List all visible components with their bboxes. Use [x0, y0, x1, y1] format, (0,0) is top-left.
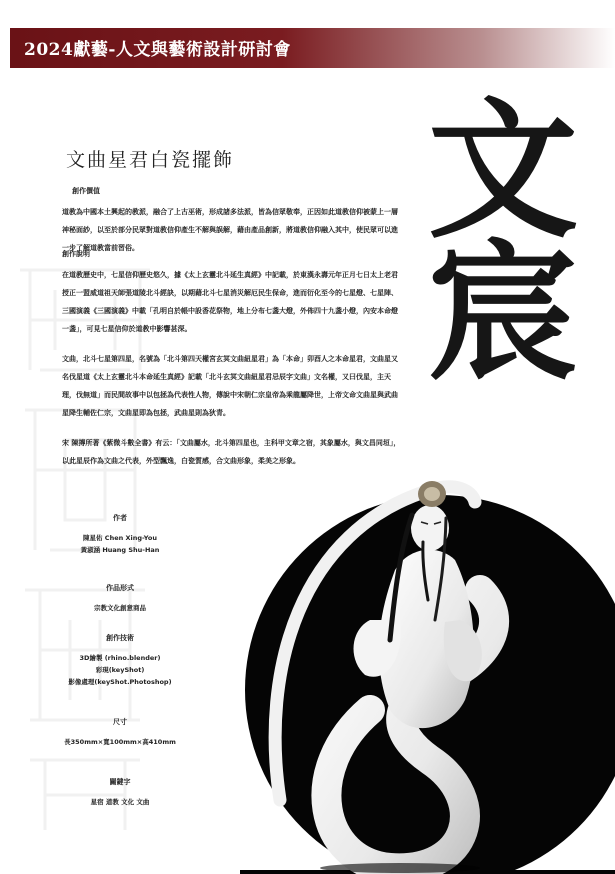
- porcelain-figure-image: [240, 470, 615, 874]
- credit-authors: [60, 512, 180, 556]
- calligraphy-char-2: 宸: [427, 225, 578, 401]
- description-heading: 創作說明: [62, 250, 90, 258]
- credit-value: 3D繪製 (rhino.blender): [79, 654, 161, 662]
- credit-caption: 作者: [113, 514, 127, 522]
- credit-value: 彩現(keyShot): [95, 666, 145, 674]
- credit-value: 宗教文化創意商品: [94, 604, 146, 612]
- credit-value: 星宿 道教 文化 文曲: [90, 798, 150, 806]
- credit-caption: 作品形式: [106, 584, 134, 592]
- credit-keywords: [60, 776, 180, 808]
- description-section: [62, 248, 402, 482]
- concept-text: 道教為中國本土興起的教派，融合了上古巫術，形成諸多法派，皆為信眾敬奉，正因如此道教信仰被蒙上一層神秘面紗，以至於部分民眾對道教信仰產生不解與誤解，藉由產品創新，將道教信仰融入其中，使民眾可以進一步了解道教當前習俗。: [62, 208, 398, 252]
- credit-caption: 關鍵字: [109, 778, 131, 786]
- calligraphy-char-1: 文: [427, 83, 578, 259]
- description-paragraph: 文曲，北斗七星第四星，名號為「北斗第四天權宮玄冥文曲紐星君」為「本命」卯酉人之本命星君，文曲星又名伐星道《太上玄靈北斗本命延生真經》記載「北斗玄冥文曲紐星君忌辰字文曲」文名權，又曰伐星，主天理，伐無道」而民間故事中以包拯為代表性人物，傳說中宋朝仁宗皇帝為乘龍屬降世，上帝文命文曲星與武曲星降生輔佐仁宗，文曲星即為包拯，武曲星則為狄青。: [62, 355, 398, 417]
- credit-size: [60, 716, 180, 748]
- credit-caption: 創作技術: [106, 634, 134, 642]
- description-paragraph: 宋 陳摶所著《紫微斗數全書》有云：「文曲屬水，北斗第四星也，主科甲文章之宿，其象屬水，與文昌同垣」，以此星辰作為文曲之代表，外型飄逸，白瓷質感，合文曲形象，柔美之形象。: [62, 439, 401, 465]
- work-title: 文曲星君白瓷擺飾: [66, 149, 235, 171]
- description-paragraph: 在道教歷史中，七星信仰歷史悠久，據《太上玄靈北斗延生真經》中記載，於東漢永壽元年正月七日太上老君授正一盟威道祖天師張道陵北斗經訣，以期藉北斗七星消災解厄民生保命，進而衍化至今的七星燈、七星陣、三國演義《三國演義》中載「孔明自於帳中設香花祭物，地上分布七盞大燈，外佈四十九盞小燈，內安本命燈一盞」，可見七星信仰於道教中影響甚深。: [62, 271, 398, 333]
- credit-value: 黃淑涵 Huang Shu-Han: [80, 546, 160, 554]
- credit-value: 長350mm×寬100mm×高410mm: [64, 738, 176, 746]
- header-banner: [10, 28, 615, 68]
- credit-technique: [60, 632, 180, 688]
- credit-value: 陳星佑 Chen Xing-You: [83, 534, 157, 542]
- credit-format: [60, 582, 180, 614]
- concept-heading: 創作價值: [72, 187, 100, 195]
- credit-value: 影像處理(keyShot.Photoshop): [68, 678, 172, 686]
- conference-title: 2024獻藝-人文與藝術設計研討會: [24, 40, 291, 60]
- credit-caption: 尺寸: [113, 718, 127, 726]
